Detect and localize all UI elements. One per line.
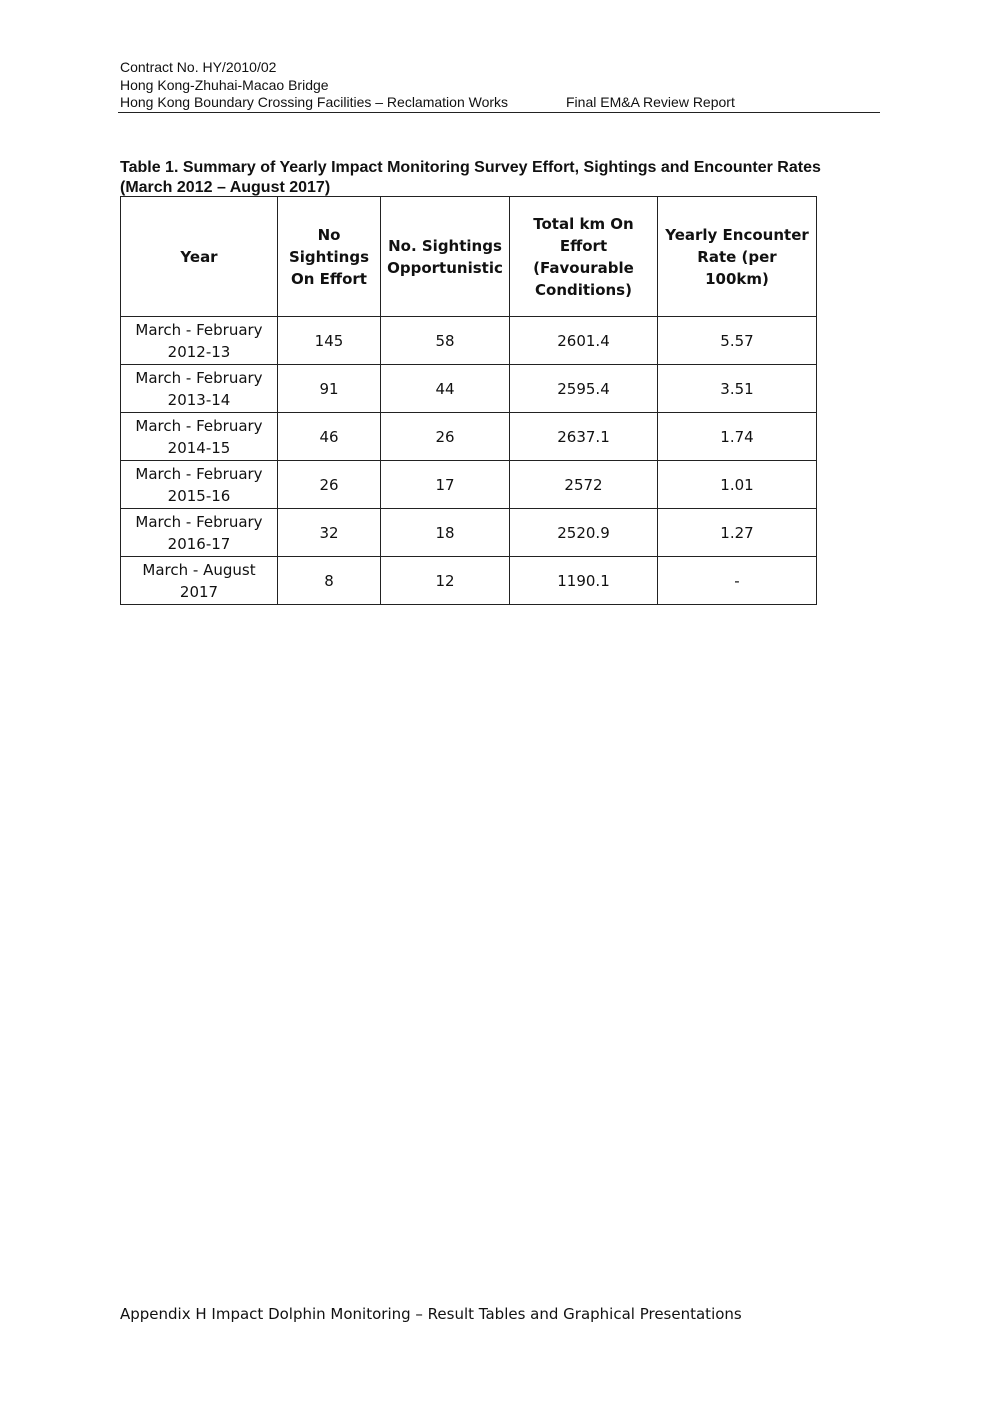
report-title: Final EM&A Review Report: [566, 94, 735, 110]
cell-encounter-rate: 5.57: [658, 317, 817, 365]
table-caption: [120, 158, 880, 197]
header-sightings-opportunistic: No. Sightings Opportunistic: [381, 197, 510, 317]
table-row: [121, 413, 817, 461]
header-encounter-rate: Yearly Encounter Rate (per 100km): [658, 197, 817, 317]
header-divider: [118, 112, 880, 113]
header-works-row: [120, 94, 880, 112]
cell-on-effort: 26: [278, 461, 381, 509]
page-header: [120, 59, 880, 112]
cell-total-km: 2601.4: [510, 317, 658, 365]
cell-year: March - February 2016-17: [121, 509, 278, 557]
cell-opportunistic: 17: [381, 461, 510, 509]
table-row: [121, 509, 817, 557]
summary-table: [120, 196, 817, 605]
contract-number: Contract No. HY/2010/02: [120, 59, 277, 75]
page-footer: Appendix H Impact Dolphin Monitoring – Result Tables and Graphical Presentations: [120, 1305, 742, 1323]
cell-opportunistic: 58: [381, 317, 510, 365]
cell-total-km: 2520.9: [510, 509, 658, 557]
cell-total-km: 2637.1: [510, 413, 658, 461]
table-row: [121, 557, 817, 605]
cell-year: March - August 2017: [121, 557, 278, 605]
cell-opportunistic: 26: [381, 413, 510, 461]
table-row: [121, 365, 817, 413]
cell-total-km: 1190.1: [510, 557, 658, 605]
cell-encounter-rate: 3.51: [658, 365, 817, 413]
cell-encounter-rate: 1.01: [658, 461, 817, 509]
cell-year: March - February 2012-13: [121, 317, 278, 365]
cell-encounter-rate: 1.74: [658, 413, 817, 461]
cell-year: March - February 2014-15: [121, 413, 278, 461]
cell-year: March - February 2015-16: [121, 461, 278, 509]
cell-total-km: 2595.4: [510, 365, 658, 413]
cell-total-km: 2572: [510, 461, 658, 509]
header-total-km: Total km On Effort (Favourable Conditions): [510, 197, 658, 317]
table-caption-line-2: (March 2012 – August 2017): [120, 178, 331, 196]
cell-on-effort: 46: [278, 413, 381, 461]
header-sightings-on-effort: No Sightings On Effort: [278, 197, 381, 317]
project-name: Hong Kong-Zhuhai-Macao Bridge: [120, 76, 329, 93]
cell-opportunistic: 44: [381, 365, 510, 413]
works-title: Hong Kong Boundary Crossing Facilities – Reclamation Works: [120, 94, 509, 110]
cell-opportunistic: 18: [381, 509, 510, 557]
table-header-row: [121, 197, 817, 317]
table-row: [121, 461, 817, 509]
cell-year: March - February 2013-14: [121, 365, 278, 413]
cell-encounter-rate: 1.27: [658, 509, 817, 557]
table-caption-line-1: Table 1. Summary of Yearly Impact Monitoring Survey Effort, Sightings and Encounter Rates: [120, 159, 821, 176]
cell-on-effort: 8: [278, 557, 381, 605]
cell-on-effort: 91: [278, 365, 381, 413]
cell-on-effort: 145: [278, 317, 381, 365]
header-year: Year: [121, 197, 278, 317]
cell-on-effort: 32: [278, 509, 381, 557]
cell-encounter-rate: -: [658, 557, 817, 605]
table-row: [121, 317, 817, 365]
cell-opportunistic: 12: [381, 557, 510, 605]
